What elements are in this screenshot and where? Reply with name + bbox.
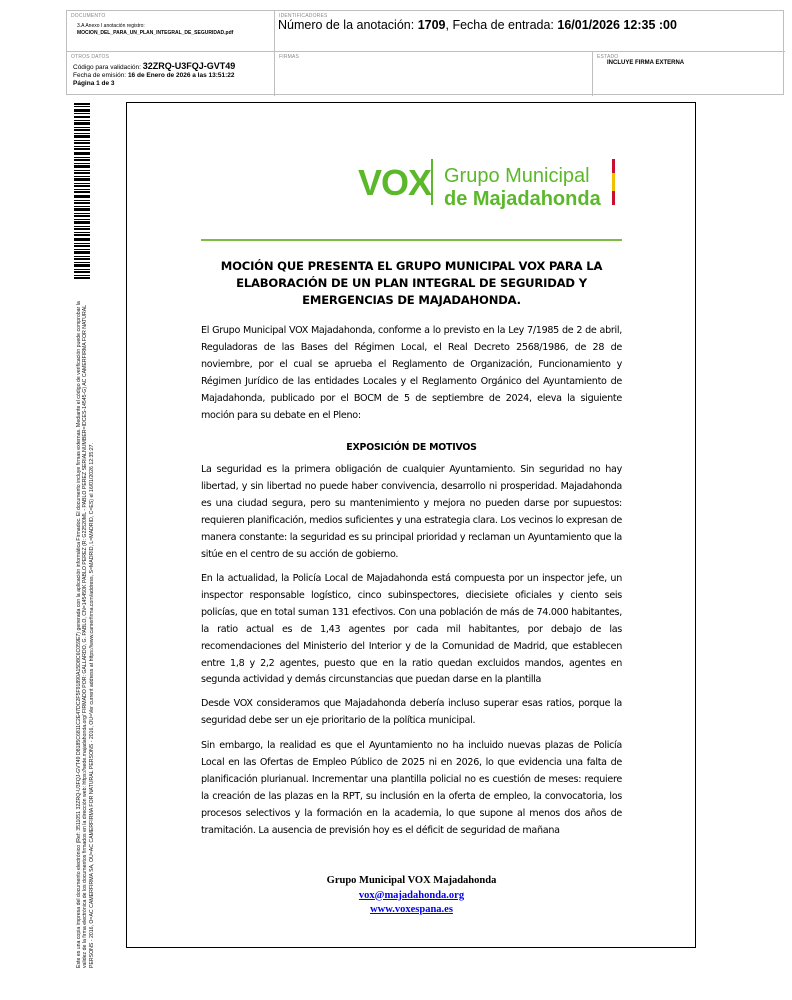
footer-web-link[interactable]: www.voxespana.es xyxy=(370,904,453,915)
paragraph-1: La seguridad es la primera obligación de cualquier Ayuntamiento. Sin seguridad no hay libertad, y sin libertad no puede haber convivencia, desarrollo ni prosperidad. Majadahonda es una ciudad segura, pero su mantenimiento y mejora no pueden darse por supuestos: requieren planificación, medios suficientes y una estrategia clara. Los vecinos lo expresan de manera constante: la seguridad es su principal prioridad y reclaman un Ayuntamiento que la sitúe en el centro de su acción de gobierno. xyxy=(201,464,622,560)
verification-side-text: Este es una copia impresa del documento electrónico (Ref: 3511051 32ZRQ-U3FQJ-GVT49 D8185C6811C2E47DC2F5F91890A15D8C6C059E7) generada con la aplicación informática Firmadoc. El documento incluye firmas externas. Mediante el código de verificación puede comprobar la validez de la firma electrónica de los documentos firmados en la dirección web: https://sede.majadahonda.org/ FIRMADO POR: GALLARDO, G. PABLO, CN=145450K PABLO PEREZ (R: G22520ML - PABLO PEREZ SERIALNUMBER=IDCES-14545-G) AC CAMERFIRMA FOR NATURAL PERSONS - 2016, O=AC CAMERFIRMA SA, OU=AC CAMERFIRMA FOR NATURAL PERSONS - 2016, OU=Ver current address at https://www.camerfirma.com/address, S=MADRID, L=MADRID, C=ES) el 16/01/2026 12:35:27. xyxy=(76,301,95,968)
emision-prefix: Fecha de emisión: xyxy=(73,72,127,79)
paragraph-2: En la actualidad, la Policía Local de Majadahonda está compuesta por un inspector jefe, un inspector responsable logístico, cinco subinspectores, diecisiete oficiales y ciento seis policías, que en total suman 131 efectivos. Con una población de más de 74.000 habitantes, la ratio actual es de 1,43 agentes por cada mil habitantes, por debajo de las recomendaciones del Ministerio del Interior y de la Comunidad de Madrid, que establecen entre 1,8 y 2,2 agentes, puesto que en la ratio quedan excluidos mandos, agentes en segunda actividad y demás circunstancias que puedan darse en la plantilla xyxy=(201,573,622,686)
anotacion-text xyxy=(278,18,783,33)
logo-line2: de Majadahonda xyxy=(444,188,601,210)
codigo-prefix: Código para validación: xyxy=(73,64,141,71)
logo-line1: Grupo Municipal xyxy=(444,165,590,187)
otros-label: OTROS DATOS xyxy=(71,54,110,60)
footer-email-link[interactable]: vox@majadahonda.org xyxy=(358,889,465,901)
documento-label: DOCUMENTO xyxy=(71,13,106,19)
intro-paragraph: El Grupo Municipal VOX Majadahonda, conforme a lo previsto en la Ley 7/1985 de 2 de abril, Reguladoras de las Bases del Régimen Local, el Real Decreto 2568/1986, de 28 de noviembre, por el cual se aprueba el Reglamento de Organización, Funcionamiento y Régimen Jurídico de las entidades Locales y el Reglamento Orgánico del Ayuntamiento de Majadahonda, publicado por el BOCM de 5 de septiembre de 2024, eleva la siguiente moción para su debate en el Pleno: xyxy=(201,325,622,421)
estado-value: INCLUYE FIRMA EXTERNA xyxy=(607,60,685,66)
identificadores-label: IDENTIFICADORES xyxy=(279,13,328,19)
anotacion-numero: 1709 xyxy=(417,18,446,32)
documento-prefix: 3.A Anexo I anotación registro: xyxy=(77,23,145,29)
firmas-cell xyxy=(275,52,593,96)
vox-majadahonda-logo xyxy=(358,155,618,211)
paragraph-4: Sin embargo, la realidad es que el Ayuntamiento no ha incluido nuevas plazas de Policía Local en las Ofertas de Empleo Público de 2025 ni en 2026, lo que evidencia una falta de planificación plurianual. Incrementar una plantilla policial no es cuestión de meses: requiere la creación de las plazas en la RPT, su inclusión en la oferta de empleo, la convocatoria, los procesos selectivos y la formación en la academia, lo que supone al menos dos años de tramitación. La ausencia de previsión hoy es el déficit de seguridad de mañana xyxy=(201,740,622,836)
validation-code: 32ZRQ-U3FQJ-GVT49 xyxy=(142,61,236,71)
logo-word: VOX xyxy=(358,162,432,203)
documento-filename[interactable]: MOCION_DEL_PARA_UN_PLAN_INTEGRAL_DE_SEGURIDAD.pdf xyxy=(77,30,234,36)
barcode-icon xyxy=(74,103,90,279)
footer-org: Grupo Municipal VOX Majadahonda xyxy=(326,875,497,886)
metadata-header xyxy=(66,10,784,95)
title-divider xyxy=(201,239,622,241)
estado-cell xyxy=(593,52,785,96)
anotacion-prefix: Número de la anotación: xyxy=(278,18,415,32)
section-heading: EXPOSICIÓN DE MOTIVOS xyxy=(346,442,477,453)
documento-value xyxy=(77,23,267,37)
otros-datos-cell xyxy=(67,52,275,96)
emision-date: 16 de Enero de 2026 a las 13:51:22 xyxy=(127,72,235,79)
documento-cell xyxy=(67,11,275,52)
page-indicator: Página 1 de 3 xyxy=(73,80,115,87)
otros-values xyxy=(73,62,273,88)
identificadores-cell xyxy=(275,11,785,52)
document-footer xyxy=(201,874,622,918)
document-title: MOCIÓN QUE PRESENTA EL GRUPO MUNICIPAL VOX PARA LA ELABORACIÓN DE UN PLAN INTEGRAL DE SEGURIDAD Y EMERGENCIAS DE MAJADAHONDA. xyxy=(220,259,603,307)
paragraph-3: Desde VOX consideramos que Majadahonda debería incluso superar esas ratios, porque la seguridad debe ser un eje prioritario de la política municipal. xyxy=(201,698,622,726)
fecha-entrada: 16/01/2026 12:35 :00 xyxy=(557,18,677,32)
estado-label: ESTADO xyxy=(597,54,619,60)
fecha-prefix: , Fecha de entrada: xyxy=(445,18,554,32)
firmas-label: FIRMAS xyxy=(279,54,300,60)
